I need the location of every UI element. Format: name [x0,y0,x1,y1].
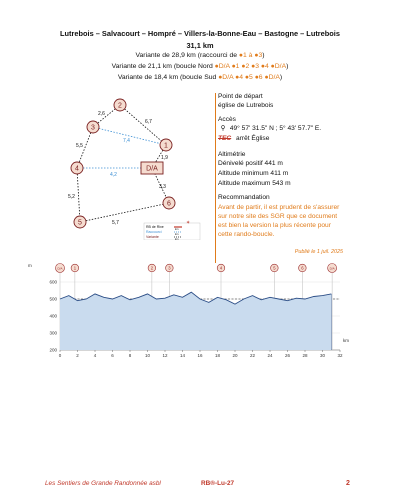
x-tick-label: 10 [144,353,151,358]
y-tick-label: 400 [49,313,57,319]
hiker-icon: ✶ [186,220,191,226]
x-tick-label: 2 [76,353,79,358]
location-pin-icon: ⚲ [220,125,226,132]
x-tick-label: 8 [128,353,132,358]
x-tick-label: 20 [232,353,238,358]
recommendation-line: sur notre site des SGR que ce document [218,213,338,220]
svg-text:Raccourci: Raccourci [146,230,162,234]
x-tick-label: 4 [93,353,97,358]
y-tick-label: 500 [49,296,57,302]
variant-3: Variante de 18,4 km (boucle Sud ●D/A ●4 ●5 ●6 ●D/A) [117,74,283,81]
waypoint-marker-label: 4 [219,265,223,271]
svg-text:RB de Rixe: RB de Rixe [146,225,164,229]
x-tick-label: 22 [249,353,256,358]
waypoint-marker-label: 5 [273,265,276,271]
route-title: Lutrebois – Salvacourt – Hompré – Villers-la-Bonne-Eau – Bastogne – Lutrebois [60,29,340,38]
edge-label: 5,7 [112,220,119,226]
svg-text:D/A: D/A [146,165,158,173]
svg-text:km: km [175,233,179,236]
edge-label: 6,7 [145,119,152,125]
depart-value: église de Lutrebois [218,102,274,109]
tec-bus-icon: TEC [218,135,232,142]
variant-1: Variante de 28,9 km (raccourci de ●1 à ●3) [135,52,265,59]
altimetrie-heading: Altimétrie [218,151,246,158]
waypoint-marker-label: 2 [150,265,154,271]
recommendation-line: est bien la version la plus récente pour [218,222,331,229]
svg-text:2: 2 [118,102,122,110]
y-unit: m [28,263,32,268]
edge-label: 2,6 [98,111,105,117]
coordinates: ⚲ 49° 57' 31.5" N ; 5° 43' 57.7" E. [218,125,321,133]
edge-4-5 [75,165,80,222]
diagram-legend [144,220,200,240]
x-tick-label: 30 [319,353,326,358]
x-tick-label: 6 [111,353,114,358]
elevation-profile-chart [20,262,360,366]
recommendation-line: Avant de partir, il est prudent de s'assurer [218,204,340,211]
footer-organization: Les Sentiers de Grande Randonnée asbl [45,480,161,487]
panel-divider [215,93,216,263]
svg-text:km: km [175,238,179,240]
x-tick-label: 18 [214,353,221,358]
publication-date: Publié le 1 juil. 2025 [294,249,343,255]
depart-heading: Point de départ [218,93,263,100]
svg-text:5: 5 [78,219,82,227]
footer-route-code: RB®-Lu-27 [201,480,235,487]
x-tick-label: 26 [284,353,291,358]
svg-text:Variante: Variante [146,235,159,239]
x-tick-label: 28 [302,353,308,358]
bus-stop: TEC arrêt Église [218,135,270,142]
elevation-area [60,292,331,350]
waypoint-marker-label: D/A [57,266,63,271]
recommendation-heading: Recommandation [218,194,270,201]
svg-text:1: 1 [164,142,168,150]
svg-text:6: 6 [167,200,171,208]
waypoint-marker-label: 6 [301,265,304,271]
edge-label: 3,3 [159,184,166,190]
svg-text:3: 3 [91,124,95,132]
elevation-max: Altitude maximum 543 m [218,180,291,187]
edge-label: 5,5 [76,143,83,149]
route-distance: 31,1 km [186,41,214,50]
page-number: 2 [346,480,350,487]
svg-text:km: km [175,228,179,231]
x-tick-label: 14 [179,353,186,358]
x-tick-label: 24 [267,353,273,358]
x-tick-label: 16 [197,353,203,358]
x-tick-label: 0 [58,353,62,358]
edge-label: 7,4 [123,138,130,144]
edge-label: 5,2 [68,194,75,200]
route-diagram [56,90,216,240]
waypoint-marker-label: 3 [168,265,171,271]
x-unit: km [343,338,349,343]
x-tick-label: 12 [162,353,168,358]
variant-2: Variante de 21,1 km (boucle Nord ●D/A ●1 ●2 ●3 ●4 ●D/A) [111,63,289,70]
edge-label: 4,2 [110,172,117,178]
y-tick-label: 200 [49,347,57,353]
elevation-min: Altitude minimum 411 m [218,170,289,177]
elevation-gain: Dénivelé positif 441 m [218,160,283,167]
acces-heading: Accès [218,116,236,123]
recommendation-line: cette rando-boucle. [218,231,275,238]
x-tick-label: 32 [337,353,343,358]
waypoint-marker-label: D/A [329,266,335,271]
edge-5-6 [80,200,171,222]
y-tick-label: 600 [49,279,57,285]
waypoint-marker-label: 1 [73,265,77,271]
svg-text:4: 4 [75,165,79,173]
y-tick-label: 300 [49,330,57,336]
edge-label: 1,9 [161,155,168,161]
